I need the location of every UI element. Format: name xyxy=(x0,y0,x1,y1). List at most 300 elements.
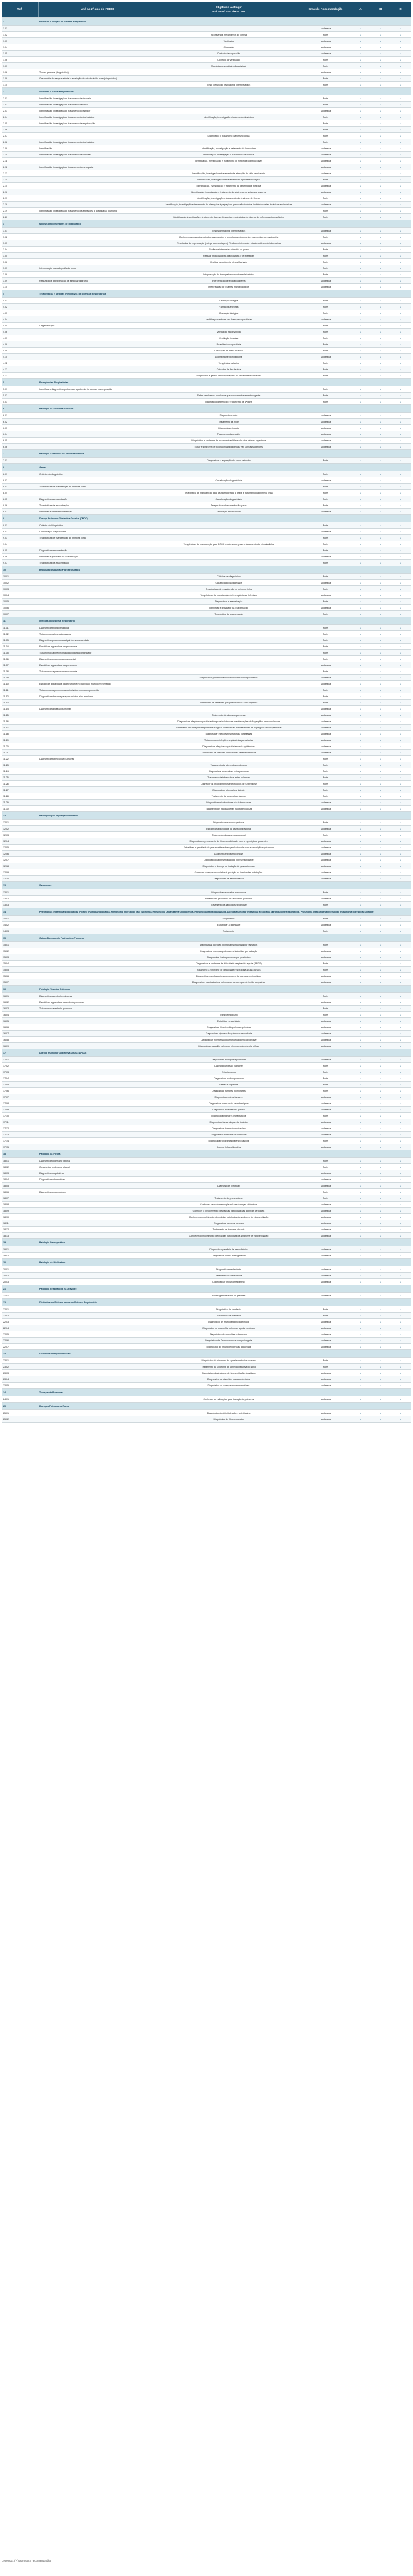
cell-check-a: ✓ xyxy=(351,586,371,592)
cell-objective-year2: Diagnosticar a embolia pulmonar xyxy=(38,993,157,999)
cell-grade: Forte xyxy=(301,586,351,592)
cell-objective-year2 xyxy=(38,857,157,863)
cell-check-a: ✓ xyxy=(351,948,371,954)
cell-objective-year5: Conhecer os procedimentos e protocolos de tuberculose xyxy=(157,781,301,787)
cell-grade: Moderada xyxy=(301,731,351,737)
cell-grade: Moderada xyxy=(301,1170,351,1177)
cell-objective-year2 xyxy=(38,425,157,431)
cell-objective-year2 xyxy=(38,240,157,247)
cell-check-a: ✓ xyxy=(351,999,371,1006)
cell-check-c: ✓ xyxy=(391,1075,411,1082)
cell-grade: Moderada xyxy=(301,1018,351,1024)
cell-check-b: ✓ xyxy=(371,993,391,999)
cell-check-c: ✓ xyxy=(391,687,411,693)
cell-objective-year2 xyxy=(38,214,157,220)
cell-objective-year5 xyxy=(157,681,301,687)
cell-check-c: ✓ xyxy=(391,1024,411,1031)
table-row xyxy=(2,586,411,592)
cell-check-c: ✓ xyxy=(391,366,411,373)
cell-objective-year5: Diagnosticar tumores metastáticos xyxy=(157,1113,301,1119)
cell-check-c: ✓ xyxy=(391,586,411,592)
cell-check-a: ✓ xyxy=(351,775,371,781)
cell-check-b: ✓ xyxy=(371,1396,391,1403)
cell-objective-year5: Diagnosticar fibrotórax xyxy=(157,1183,301,1189)
cell-check-a: ✓ xyxy=(351,522,371,529)
cell-check-a: ✓ xyxy=(351,234,371,240)
cell-objective-year5 xyxy=(157,631,301,637)
cell-check-c: ✓ xyxy=(391,1113,411,1119)
cell-ref: 2.02 xyxy=(2,102,38,108)
cell-check-c: ✓ xyxy=(391,240,411,247)
section-title: Patologia Vascular Pulmonar xyxy=(38,986,411,993)
cell-check-c: ✓ xyxy=(391,768,411,775)
cell-check-a: ✓ xyxy=(351,139,371,145)
cell-objective-year5: Tratamento da síndrome de apneia obstrutiva do sono xyxy=(157,1364,301,1370)
cell-ref: 17.02 xyxy=(2,1063,38,1069)
cell-ref: 10.01 xyxy=(2,574,38,580)
cell-check-c: ✓ xyxy=(391,1358,411,1364)
cell-objective-year2 xyxy=(38,1233,157,1239)
cell-check-c: ✓ xyxy=(391,876,411,882)
cell-check-a: ✓ xyxy=(351,431,371,438)
cell-grade: Forte xyxy=(301,458,351,464)
cell-check-c: ✓ xyxy=(391,737,411,743)
cell-grade: Moderada xyxy=(301,1132,351,1138)
cell-ref: 17.01 xyxy=(2,1057,38,1063)
cell-check-b: ✓ xyxy=(371,120,391,127)
cell-objective-year2: Tratamento da pneumonia nosocomial xyxy=(38,668,157,675)
cell-check-a: ✓ xyxy=(351,954,371,961)
cell-check-a: ✓ xyxy=(351,484,371,490)
cell-check-c: ✓ xyxy=(391,889,411,896)
cell-grade: Forte xyxy=(301,781,351,787)
cell-objective-year5: Identificação, investigação e tratamento da alteração do ciclo respiratório xyxy=(157,170,301,177)
cell-objective-year2 xyxy=(38,133,157,139)
table-row xyxy=(2,889,411,896)
cell-objective-year5: Tratamento de micobactérias não tuberculosas xyxy=(157,806,301,812)
cell-objective-year2 xyxy=(38,973,157,979)
cell-check-a: ✓ xyxy=(351,1024,371,1031)
cell-objective-year2 xyxy=(38,1214,157,1220)
section-number: 4 xyxy=(2,290,38,298)
table-row xyxy=(2,1100,411,1107)
cell-ref: 11.08 xyxy=(2,668,38,675)
cell-objective-year5: Diagnosticar de sensibilização xyxy=(157,876,301,882)
cell-ref: 1.02 xyxy=(2,32,38,38)
table-row xyxy=(2,806,411,812)
cell-objective-year2 xyxy=(38,1088,157,1094)
cell-objective-year5: Fármacos antivirais xyxy=(157,304,301,310)
section-number: 9 xyxy=(2,515,38,522)
cell-objective-year5: Diagnosticar metaplasia pulmonar xyxy=(157,1057,301,1063)
cell-check-a: ✓ xyxy=(351,851,371,857)
cell-check-c: ✓ xyxy=(391,360,411,366)
cell-grade: Forte xyxy=(301,1138,351,1144)
table-row xyxy=(2,574,411,580)
cell-check-a: ✓ xyxy=(351,202,371,208)
cell-ref: 10.05 xyxy=(2,599,38,605)
header-ref: Ref. xyxy=(2,2,38,18)
cell-ref: 8.03 xyxy=(2,484,38,490)
cell-check-a: ✓ xyxy=(351,304,371,310)
cell-check-c: ✓ xyxy=(391,750,411,756)
cell-objective-year5 xyxy=(157,687,301,693)
table-row xyxy=(2,265,411,272)
cell-check-c: ✓ xyxy=(391,502,411,509)
table-row xyxy=(2,32,411,38)
cell-grade: Moderada xyxy=(301,419,351,425)
cell-objective-year2 xyxy=(38,310,157,316)
cell-check-c: ✓ xyxy=(391,120,411,127)
cell-objective-year2 xyxy=(38,1344,157,1350)
header-ob2 xyxy=(157,2,301,18)
cell-ref: 2.05 xyxy=(2,120,38,127)
cell-objective-year5: Realizar broncoscopias diagnósticas e terapêuticas xyxy=(157,253,301,259)
section-title: Bronquiectasias Não Fibrose Quística xyxy=(38,566,411,574)
cell-grade: Moderada xyxy=(301,278,351,284)
cell-check-c: ✓ xyxy=(391,373,411,379)
cell-check-a: ✓ xyxy=(351,580,371,586)
cell-objective-year2: Terapêuticas de manutenção de primeira linha xyxy=(38,535,157,541)
cell-objective-year5: Estratificar a gravidade da sarcoidose pulmonar xyxy=(157,896,301,902)
cell-check-a: ✓ xyxy=(351,1088,371,1094)
cell-check-c: ✓ xyxy=(391,560,411,566)
cell-objective-year5 xyxy=(157,69,301,76)
table-row xyxy=(2,490,411,496)
cell-check-c: ✓ xyxy=(391,948,411,954)
table-row xyxy=(2,1006,411,1012)
cell-check-b: ✓ xyxy=(371,1144,391,1150)
cell-check-a: ✓ xyxy=(351,253,371,259)
section-number: 24 xyxy=(2,1389,38,1396)
table-row xyxy=(2,95,411,102)
cell-grade: Moderada xyxy=(301,1233,351,1239)
cell-objective-year2 xyxy=(38,793,157,800)
cell-grade: Forte xyxy=(301,399,351,405)
cell-objective-year2 xyxy=(38,1057,157,1063)
cell-ref: 10.07 xyxy=(2,611,38,617)
cell-ref: 14.03 xyxy=(2,928,38,934)
cell-check-b: ✓ xyxy=(371,681,391,687)
cell-objective-year5: Aconselhamento nutricional xyxy=(157,354,301,360)
cell-grade: Moderada xyxy=(301,228,351,234)
cell-grade: Moderada xyxy=(301,605,351,611)
section-title: Distúrbios do Sistema Imune no Sistema Respiratório xyxy=(38,1299,411,1306)
cell-objective-year5: Diagnosticar infeções respiratórias virais epidémicas xyxy=(157,743,301,750)
cell-check-b: ✓ xyxy=(371,1195,391,1202)
cell-check-c: ✓ xyxy=(391,743,411,750)
cell-check-b: ✓ xyxy=(371,687,391,693)
cell-check-a: ✓ xyxy=(351,762,371,768)
cell-objective-year5: Diagnosticar a síndrome de dificuldade respiratória aguda (ARDS) xyxy=(157,961,301,967)
cell-check-b: ✓ xyxy=(371,496,391,502)
section-number: 11 xyxy=(2,617,38,625)
cell-check-b: ✓ xyxy=(371,32,391,38)
cell-objective-year5: Conhecer o envolvimento pleural das patologias da síndrome de hipoventilação xyxy=(157,1233,301,1239)
cell-objective-year2 xyxy=(38,592,157,599)
cell-check-b: ✓ xyxy=(371,605,391,611)
cell-check-c: ✓ xyxy=(391,806,411,812)
header-row xyxy=(2,2,411,18)
table-row xyxy=(2,793,411,800)
cell-check-b: ✓ xyxy=(371,108,391,114)
table-row xyxy=(2,413,411,419)
cell-objective-year2 xyxy=(38,922,157,928)
cell-check-b: ✓ xyxy=(371,656,391,662)
cell-check-b: ✓ xyxy=(371,851,391,857)
cell-grade: Moderada xyxy=(301,413,351,419)
section-row xyxy=(2,220,411,228)
cell-objective-year5 xyxy=(157,208,301,214)
cell-ref: 11.22 xyxy=(2,756,38,762)
table-row xyxy=(2,1069,411,1075)
cell-grade: Moderada xyxy=(301,1094,351,1100)
cell-objective-year2 xyxy=(38,419,157,425)
cell-ref: 16.03 xyxy=(2,1006,38,1012)
cell-check-a: ✓ xyxy=(351,554,371,560)
cell-check-b: ✓ xyxy=(371,76,391,82)
cell-objective-year2: Diagnosticar a exacerbação xyxy=(38,496,157,502)
cell-check-b: ✓ xyxy=(371,1012,391,1018)
cell-check-b: ✓ xyxy=(371,278,391,284)
cell-check-a: ✓ xyxy=(351,800,371,806)
cell-grade: Moderada xyxy=(301,1031,351,1037)
cell-check-c: ✓ xyxy=(391,793,411,800)
cell-grade: Forte xyxy=(301,1069,351,1075)
section-row xyxy=(2,405,411,413)
table-row xyxy=(2,145,411,152)
cell-grade: Moderada xyxy=(301,1220,351,1227)
cell-grade: Forte xyxy=(301,547,351,554)
cell-objective-year2 xyxy=(38,725,157,731)
header-grade: Grau de Recomendação xyxy=(301,2,351,18)
cell-objective-year2 xyxy=(38,1031,157,1037)
cell-objective-year2: Diagnosticar pneumonia adquirida na comunidade xyxy=(38,637,157,644)
cell-objective-year2: Terapêuticas da exacerbação xyxy=(38,502,157,509)
cell-objective-year2 xyxy=(38,354,157,360)
cell-check-a: ✓ xyxy=(351,560,371,566)
cell-check-c: ✓ xyxy=(391,1006,411,1012)
cell-check-a: ✓ xyxy=(351,477,371,484)
cell-objective-year2 xyxy=(38,820,157,826)
cell-grade: Moderada xyxy=(301,1227,351,1233)
cell-check-c: ✓ xyxy=(391,316,411,323)
cell-check-b: ✓ xyxy=(371,586,391,592)
cell-check-c: ✓ xyxy=(391,662,411,668)
cell-check-c: ✓ xyxy=(391,51,411,57)
cell-objective-year5: Reabilitação respiratória xyxy=(157,341,301,348)
cell-ref: 2.01 xyxy=(2,95,38,102)
cell-check-a: ✓ xyxy=(351,329,371,335)
cell-objective-year5 xyxy=(157,706,301,712)
table-row xyxy=(2,1319,411,1325)
cell-objective-year5 xyxy=(157,756,301,762)
cell-objective-year5 xyxy=(157,662,301,668)
cell-objective-year2 xyxy=(38,373,157,379)
cell-ref: 16.01 xyxy=(2,993,38,999)
cell-grade: Forte xyxy=(301,82,351,88)
cell-check-c: ✓ xyxy=(391,1069,411,1075)
cell-check-b: ✓ xyxy=(371,1410,391,1416)
cell-check-a: ✓ xyxy=(351,967,371,973)
cell-objective-year2: Diagnosticar o derrame pleural xyxy=(38,1158,157,1164)
cell-grade: Moderada xyxy=(301,845,351,851)
cell-ref: 17.09 xyxy=(2,1107,38,1113)
cell-objective-year2 xyxy=(38,1338,157,1344)
cell-check-c: ✓ xyxy=(391,69,411,76)
cell-check-b: ✓ xyxy=(371,700,391,706)
table-row xyxy=(2,393,411,399)
cell-ref: 17.15 xyxy=(2,1144,38,1150)
cell-ref: 2.11 xyxy=(2,158,38,164)
cell-ref: 11.11 xyxy=(2,687,38,693)
cell-check-c: ✓ xyxy=(391,335,411,341)
cell-check-a: ✓ xyxy=(351,1177,371,1183)
cell-check-a: ✓ xyxy=(351,95,371,102)
cell-check-c: ✓ xyxy=(391,208,411,214)
cell-check-b: ✓ xyxy=(371,310,391,316)
table-row xyxy=(2,954,411,961)
cell-check-a: ✓ xyxy=(351,1063,371,1069)
cell-grade: Forte xyxy=(301,1012,351,1018)
cell-ref: 16.05 xyxy=(2,1018,38,1024)
cell-check-a: ✓ xyxy=(351,189,371,195)
cell-check-a: ✓ xyxy=(351,668,371,675)
cell-objective-year5 xyxy=(157,471,301,477)
table-row xyxy=(2,57,411,63)
cell-grade: Moderada xyxy=(301,1125,351,1132)
cell-check-b: ✓ xyxy=(371,942,391,948)
section-row xyxy=(2,379,411,386)
cell-objective-year2 xyxy=(38,1132,157,1138)
cell-check-c: ✓ xyxy=(391,183,411,189)
cell-grade: Forte xyxy=(301,259,351,265)
cell-check-b: ✓ xyxy=(371,1119,391,1125)
cell-check-c: ✓ xyxy=(391,458,411,464)
cell-grade: Forte xyxy=(301,195,351,202)
table-row xyxy=(2,869,411,876)
cell-ref: 22.02 xyxy=(2,1313,38,1319)
cell-objective-year2 xyxy=(38,298,157,304)
table-row xyxy=(2,1227,411,1233)
cell-check-b: ✓ xyxy=(371,863,391,869)
cell-ref: 18.05 xyxy=(2,1183,38,1189)
cell-check-a: ✓ xyxy=(351,768,371,775)
cell-grade: Forte xyxy=(301,787,351,793)
cell-ref: 17.12 xyxy=(2,1125,38,1132)
cell-ref: 13.03 xyxy=(2,902,38,908)
cell-objective-year5: Tratamento da asma ocupacional xyxy=(157,832,301,838)
table-row xyxy=(2,693,411,700)
cell-objective-year2 xyxy=(38,712,157,718)
section-number: 15 xyxy=(2,934,38,942)
cell-grade: Forte xyxy=(301,102,351,108)
cell-objective-year2 xyxy=(38,1358,157,1364)
cell-objective-year5: Estratificar a gravidade da asma ocupacional xyxy=(157,826,301,832)
cell-check-b: ✓ xyxy=(371,127,391,133)
cell-check-c: ✓ xyxy=(391,82,411,88)
cell-objective-year5 xyxy=(157,127,301,133)
cell-ref: 4.11 xyxy=(2,360,38,366)
cell-check-c: ✓ xyxy=(391,1396,411,1403)
cell-objective-year5: Tratamento da anafilaxia xyxy=(157,1313,301,1319)
cell-objective-year2 xyxy=(38,574,157,580)
cell-objective-year2 xyxy=(38,1306,157,1313)
cell-grade: Forte xyxy=(301,298,351,304)
table-row xyxy=(2,373,411,379)
cell-ref: 22.01 xyxy=(2,1306,38,1313)
cell-objective-year5: Tratar a síndrome de inconcomitabilidade das vias aéreas superiores xyxy=(157,444,301,450)
cell-objective-year5 xyxy=(157,522,301,529)
cell-check-c: ✓ xyxy=(391,756,411,762)
table-row xyxy=(2,1370,411,1376)
cell-ref: 4.10 xyxy=(2,354,38,360)
cell-check-c: ✓ xyxy=(391,127,411,133)
table-row xyxy=(2,1396,411,1403)
cell-objective-year2 xyxy=(38,743,157,750)
cell-grade: Moderada xyxy=(301,1202,351,1208)
cell-ref: 10.06 xyxy=(2,605,38,611)
cell-check-c: ✓ xyxy=(391,1202,411,1208)
cell-check-b: ✓ xyxy=(371,762,391,768)
cell-check-a: ✓ xyxy=(351,360,371,366)
cell-objective-year2 xyxy=(38,851,157,857)
cell-check-a: ✓ xyxy=(351,1319,371,1325)
cell-check-b: ✓ xyxy=(371,425,391,431)
cell-check-b: ✓ xyxy=(371,177,391,183)
cell-check-b: ✓ xyxy=(371,592,391,599)
cell-ref: 11.17 xyxy=(2,725,38,731)
cell-check-a: ✓ xyxy=(351,1057,371,1063)
table-row xyxy=(2,712,411,718)
cell-objective-year5: Diagnóstico de vasculites pulmonares xyxy=(157,1331,301,1338)
cell-check-a: ✓ xyxy=(351,1273,371,1279)
cell-objective-year2 xyxy=(38,1266,157,1273)
cell-check-b: ✓ xyxy=(371,625,391,631)
cell-objective-year2 xyxy=(38,26,157,32)
cell-grade: Moderada xyxy=(301,706,351,712)
cell-objective-year2 xyxy=(38,1018,157,1024)
cell-check-b: ✓ xyxy=(371,458,391,464)
table-row xyxy=(2,82,411,88)
table-row xyxy=(2,800,411,806)
cell-check-b: ✓ xyxy=(371,675,391,681)
cell-objective-year5: Diagnóstico e gestão de complicações do procedimento invasivo xyxy=(157,373,301,379)
cell-check-a: ✓ xyxy=(351,152,371,158)
section-row xyxy=(2,450,411,458)
cell-objective-year2 xyxy=(38,1063,157,1069)
section-number: 8 xyxy=(2,464,38,471)
cell-check-a: ✓ xyxy=(351,458,371,464)
cell-objective-year2 xyxy=(38,1107,157,1113)
cell-objective-year2 xyxy=(38,961,157,967)
cell-check-b: ✓ xyxy=(371,164,391,170)
cell-objective-year5: Diagnosticar hipertensão pulmonar da doença pulmonar xyxy=(157,1037,301,1043)
cell-check-c: ✓ xyxy=(391,706,411,712)
cell-check-a: ✓ xyxy=(351,1370,371,1376)
cell-objective-year5: Diagnóstico e doença de inalação de gás ou toxinas xyxy=(157,863,301,869)
cell-check-b: ✓ xyxy=(371,535,391,541)
cell-ref: 2.09 xyxy=(2,145,38,152)
cell-objective-year2 xyxy=(38,675,157,681)
cell-check-b: ✓ xyxy=(371,832,391,838)
cell-objective-year5: Tratamento xyxy=(157,928,301,934)
cell-check-c: ✓ xyxy=(391,1279,411,1285)
cell-grade: Forte xyxy=(301,177,351,183)
cell-objective-year2 xyxy=(38,490,157,496)
cell-objective-year2 xyxy=(38,1364,157,1370)
cell-ref: 2.16 xyxy=(2,189,38,195)
